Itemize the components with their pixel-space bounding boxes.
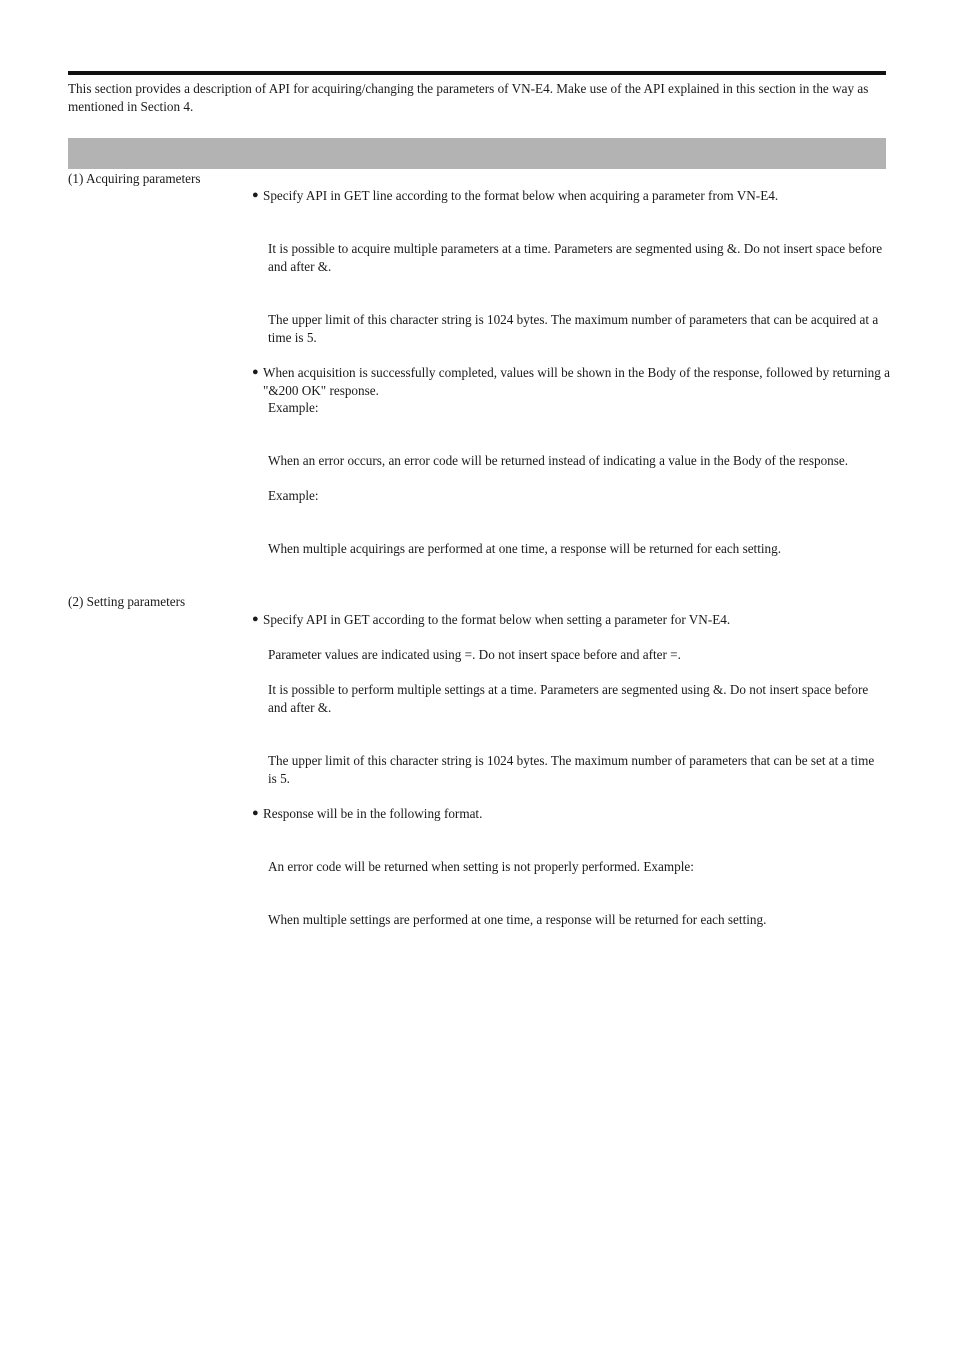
bullet-icon: ● [252, 366, 259, 378]
acquiring-heading: (1) Acquiring parameters [68, 171, 201, 186]
bullet-text: Specify API in GET line according to the format below when acquiring a parameter from VN-E4. [263, 188, 779, 203]
acquiring-error-example-label: Example: [268, 488, 319, 503]
setting-bullet-response [252, 805, 903, 823]
setting-each-note: When multiple settings are performed at one time, a response will be returned for each setting. [268, 912, 767, 927]
acquiring-multi-note: It is possible to acquire multiple parameters at a time. Parameters are segmented using &. Do not insert space before and after &. [268, 241, 883, 274]
bullet-text: Response will be in the following format. [263, 806, 483, 821]
acquiring-limit-note: The upper limit of this character string is 1024 bytes. The maximum number of parameters that can be acquired at a time is 5. [268, 312, 879, 345]
acquiring-example-label: Example: [268, 400, 319, 415]
setting-equals-note: Parameter values are indicated using =. Do not insert space before and after =. [268, 647, 681, 662]
setting-bullet-get-format [252, 611, 903, 629]
acquiring-bullet-success [252, 364, 903, 399]
bullet-icon: ● [252, 189, 259, 201]
bullet-text: When acquisition is successfully completed, values will be shown in the Body of the response, followed by returning a "&200 OK" response. [263, 365, 891, 398]
intro-paragraph: This section provides a description of API for acquiring/changing the parameters of VN-E4. Make use of the API explained in this section in the way as mentioned in Section 4. [68, 81, 869, 114]
top-rule [68, 71, 886, 75]
section-header-bar [68, 138, 886, 169]
setting-error-note: An error code will be returned when setting is not properly performed. Example: [268, 859, 694, 874]
setting-heading: (2) Setting parameters [68, 594, 186, 609]
acquiring-error-note: When an error occurs, an error code will be returned instead of indicating a value in the Body of the response. [268, 453, 849, 468]
setting-multi-note: It is possible to perform multiple settings at a time. Parameters are segmented using &. Do not insert space before and after &. [268, 682, 869, 715]
bullet-icon: ● [252, 613, 259, 625]
bullet-text: Specify API in GET according to the format below when setting a parameter for VN-E4. [263, 612, 731, 627]
setting-limit-note: The upper limit of this character string is 1024 bytes. The maximum number of parameters that can be set at a time is 5. [268, 753, 875, 786]
bullet-icon: ● [252, 807, 259, 819]
acquiring-bullet-get-format [252, 187, 903, 205]
acquiring-each-note: When multiple acquirings are performed at one time, a response will be returned for each setting. [268, 541, 782, 556]
